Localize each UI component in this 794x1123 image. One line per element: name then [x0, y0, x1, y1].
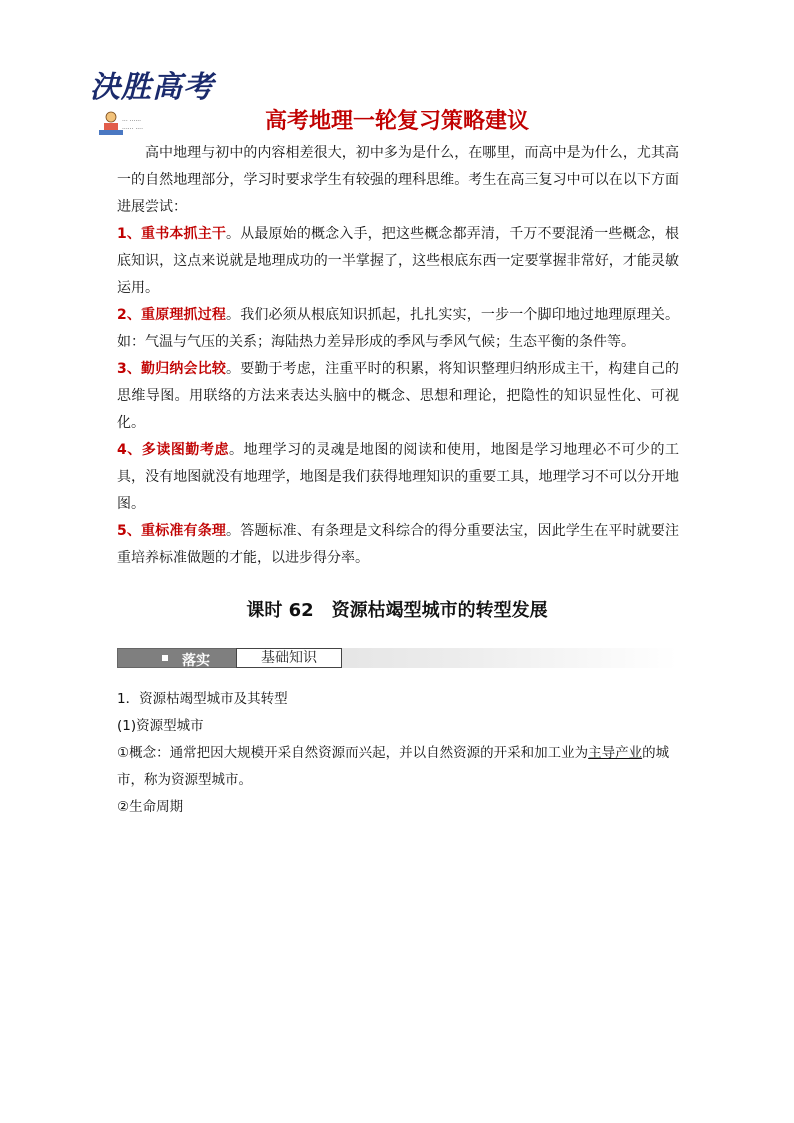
section-bar-label: 落实: [182, 653, 210, 669]
tip-2-heading: 2、重原理抓过程: [117, 307, 227, 323]
tip-4-heading: 4、多读图勤考虑: [117, 442, 230, 458]
tip-3-text: 。要勤于考虑，注重平时的积累，将知识整理归纳形成主干，构建自己的思维导图。用联络的方法来表达头脑中的概念、思想和理论，把隐性的知识显性化、可视化。: [117, 361, 679, 431]
logo-subtext-line1: ··· ······: [122, 118, 142, 125]
tip-2: [117, 302, 679, 356]
section-header-bar: [117, 648, 677, 668]
intro-paragraph: 高中地理与初中的内容相差很大，初中多为是什么，在哪里，而高中是为什么，尤其高一的自然地理部分，学习时要求学生有较强的理科思维。考生在高三复习中可以在以下方面进展尝试：: [117, 145, 679, 215]
tip-4: [117, 437, 679, 518]
tip-5-text: 。答题标准、有条理是文科综合的得分重要法宝，因此学生在平时就要注重培养标准做题的才能，以进步得分率。: [117, 523, 679, 566]
tip-3: [117, 356, 679, 437]
concept-paragraph: [117, 740, 679, 794]
life-cycle-heading: ②生命周期: [117, 799, 184, 815]
square-bullet-icon: [162, 655, 168, 661]
concept-suffix: 的城市，称为资源型城市。: [117, 745, 670, 788]
tip-1-heading: 1、重书本抓主干: [117, 226, 227, 242]
tip-5: [117, 518, 679, 572]
content-item-1: 1．资源枯竭型城市及其转型: [117, 691, 288, 707]
tip-1-text: 。从最原始的概念入手，把这些概念都弄清，千万不要混淆一些概念，根底知识，这点来说就是地理成功的一半掌握了，这些根底东西一定要掌握非常好，才能灵敏运用。: [117, 226, 679, 296]
content-item-1-1: (1)资源型城市: [117, 718, 204, 734]
tip-1: [117, 221, 679, 302]
lesson-title: 课时 62 资源枯竭型城市的转型发展: [246, 600, 548, 621]
section-bar-tab: 基础知识: [236, 648, 342, 668]
tip-5-heading: 5、重标准有条理: [117, 523, 227, 539]
tip-3-heading: 3、勤归纳会比较: [117, 361, 227, 377]
strategy-section: [117, 140, 679, 572]
lesson-content: [117, 686, 679, 821]
logo-subtext-line2: ······ ····: [122, 126, 143, 133]
logo-text: 決胜高考: [90, 70, 214, 105]
document-title: 高考地理一轮复习策略建议: [264, 109, 529, 134]
section-bar-dark-block: [117, 648, 237, 668]
tip-2-text: 。我们必须从根底知识抓起，扎扎实实，一步一个脚印地过地理原理关。如：气温与气压的关系；海陆热力差异形成的季风与季风气候；生态平衡的条件等。: [117, 307, 679, 350]
concept-underlined-term: 主导产业: [588, 745, 643, 761]
concept-prefix: ①概念：通常把因大规模开采自然资源而兴起，并以自然资源的开采和加工业为: [117, 745, 589, 761]
tip-4-text: 。地理学习的灵魂是地图的阅读和使用，地图是学习地理必不可少的工具，没有地图就没有地理学，地图是我们获得地理知识的重要工具，地理学习不可以分开地图。: [117, 442, 680, 512]
